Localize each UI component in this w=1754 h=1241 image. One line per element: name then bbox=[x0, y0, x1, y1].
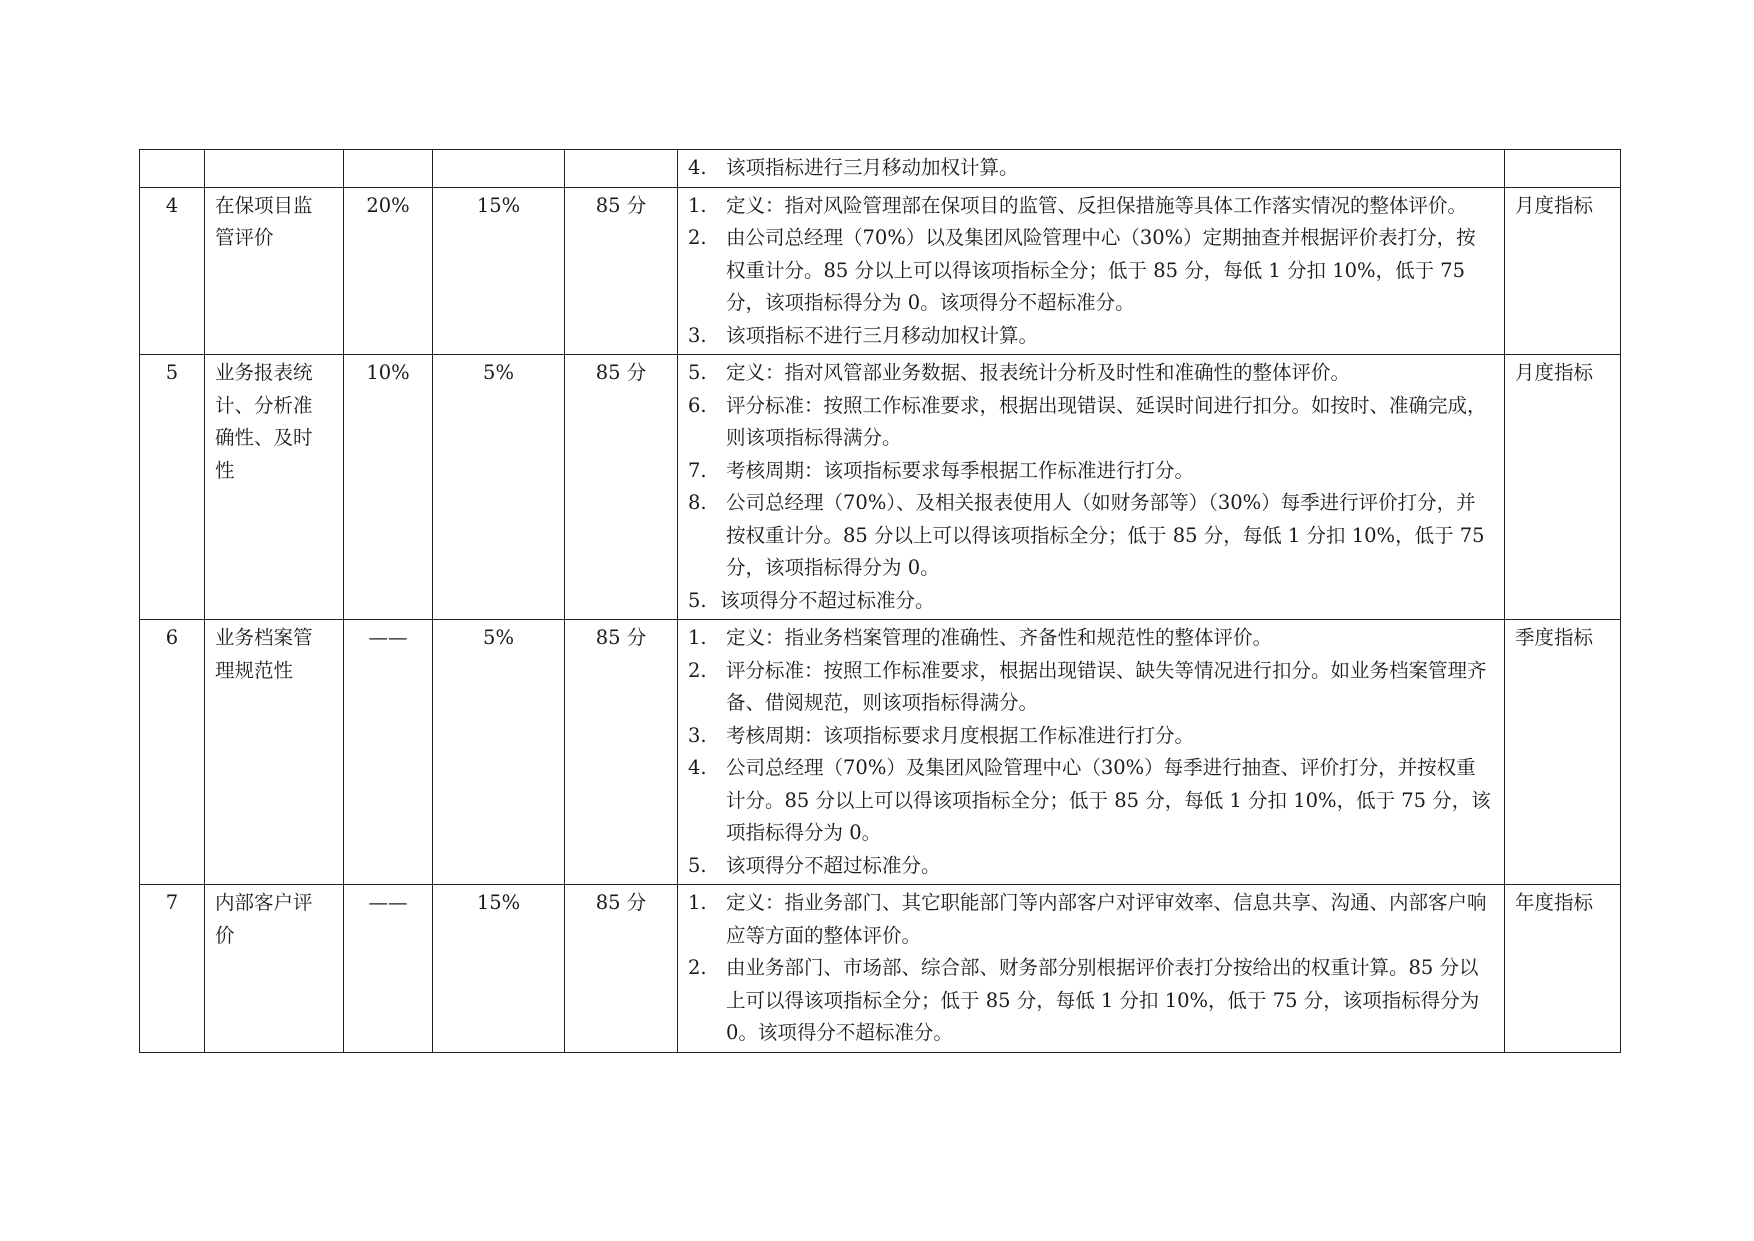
item-text: 该项指标进行三月移动加权计算。 bbox=[726, 156, 1019, 179]
cell-standard-score: 85 分 bbox=[565, 187, 678, 355]
description-item bbox=[688, 152, 1494, 185]
item-number: 5. bbox=[688, 588, 707, 612]
cell-indicator-type: 季度指标 bbox=[1505, 620, 1621, 885]
item-number: 5. bbox=[688, 361, 707, 384]
cell-description bbox=[678, 355, 1505, 620]
cell-description bbox=[678, 885, 1505, 1053]
cell-description bbox=[678, 150, 1505, 188]
indicator-name-line: 确性、及时 bbox=[215, 426, 313, 449]
item-number: 4. bbox=[688, 156, 707, 179]
cell-indicator-type bbox=[1505, 150, 1621, 188]
indicator-name-line: 计、分析准 bbox=[215, 393, 313, 417]
item-text: 考核周期：该项指标要求月度根据工作标准进行打分。 bbox=[726, 723, 1195, 747]
item-number: 2. bbox=[688, 658, 707, 682]
item-text: 定义：指业务档案管理的准确性、齐备性和规范性的整体评价。 bbox=[726, 626, 1273, 649]
description-item bbox=[688, 622, 1494, 655]
cell-indicator-type: 年度指标 bbox=[1505, 885, 1621, 1053]
description-item bbox=[688, 850, 1494, 883]
item-text: 定义：指对风管部业务数据、报表统计分析及时性和准确性的整体评价。 bbox=[726, 361, 1351, 384]
item-number: 3. bbox=[688, 723, 707, 747]
item-text: 评分标准：按照工作标准要求，根据出现错误、缺失等情况进行扣分。如业务档案管理齐备、借阅规范，则该项指标得满分。 bbox=[726, 658, 1487, 714]
item-number: 2. bbox=[688, 226, 707, 249]
cell-indicator-type: 月度指标 bbox=[1505, 187, 1621, 355]
indicator-name-line: 管评价 bbox=[215, 226, 274, 249]
cell-weight-a: —— bbox=[344, 885, 433, 1053]
cell-indicator-name bbox=[205, 187, 344, 355]
description-item bbox=[688, 720, 1494, 753]
table-row bbox=[140, 150, 1621, 188]
kpi-table bbox=[139, 149, 1621, 1053]
cell-standard-score: 85 分 bbox=[565, 620, 678, 885]
description-item bbox=[688, 390, 1494, 455]
item-text: 公司总经理（70%）及集团风险管理中心（30%）每季进行抽查、评价打分，并按权重计分。85 分以上可以得该项指标全分；低于 85 分，每低 1 分扣 10%，低于 75 分，该项指标得分为 0。 bbox=[726, 756, 1491, 844]
description-item bbox=[688, 487, 1494, 585]
item-text: 考核周期：该项指标要求每季根据工作标准进行打分。 bbox=[726, 458, 1195, 482]
cell-description bbox=[678, 620, 1505, 885]
item-text: 该项得分不超过标准分。 bbox=[720, 588, 935, 612]
cell-weight-a: —— bbox=[344, 620, 433, 885]
cell-index: 5 bbox=[140, 355, 205, 620]
cell-weight-b: 5% bbox=[433, 355, 565, 620]
item-number: 1. bbox=[688, 891, 707, 914]
cell-index: 7 bbox=[140, 885, 205, 1053]
indicator-name-line: 性 bbox=[215, 458, 235, 482]
cell-index: 4 bbox=[140, 187, 205, 355]
cell-index bbox=[140, 150, 205, 188]
item-number: 7. bbox=[688, 458, 707, 482]
cell-indicator-name bbox=[205, 885, 344, 1053]
table-row bbox=[140, 355, 1621, 620]
item-text: 定义：指业务部门、其它职能部门等内部客户对评审效率、信息共享、沟通、内部客户响应等方面的整体评价。 bbox=[726, 891, 1487, 947]
cell-weight-a: 20% bbox=[344, 187, 433, 355]
description-item bbox=[688, 190, 1494, 223]
table-row bbox=[140, 885, 1621, 1053]
indicator-name-line: 理规范性 bbox=[215, 658, 294, 682]
indicator-name-line: 业务报表统 bbox=[215, 361, 313, 384]
description-item bbox=[688, 357, 1494, 390]
cell-standard-score bbox=[565, 150, 678, 188]
item-number: 2. bbox=[688, 956, 707, 979]
cell-weight-b: 15% bbox=[433, 885, 565, 1053]
description-item bbox=[688, 455, 1494, 488]
item-text: 该项指标不进行三月移动加权计算。 bbox=[726, 323, 1039, 347]
indicator-name-line: 价 bbox=[215, 923, 235, 947]
cell-indicator-type: 月度指标 bbox=[1505, 355, 1621, 620]
description-item bbox=[688, 887, 1494, 952]
item-text: 评分标准：按照工作标准要求，根据出现错误、延误时间进行扣分。如按时、准确完成，则该项指标得满分。 bbox=[726, 393, 1487, 449]
description-item bbox=[688, 222, 1494, 320]
description-item bbox=[688, 585, 1494, 618]
table-row bbox=[140, 187, 1621, 355]
cell-indicator-name bbox=[205, 355, 344, 620]
indicator-name-line: 在保项目监 bbox=[215, 193, 313, 217]
item-text: 由公司总经理（70%）以及集团风险管理中心（30%）定期抽查并根据评价表打分，按权重计分。85 分以上可以得该项指标全分；低于 85 分，每低 1 分扣 10%，低于 75 分，该项指标得分为 0。该项得分不超标准分。 bbox=[726, 226, 1476, 314]
description-item bbox=[688, 752, 1494, 850]
kpi-table-body bbox=[140, 150, 1621, 1053]
item-text: 公司总经理（70%）、及相关报表使用人（如财务部等）（30%）每季进行评价打分，并按权重计分。85 分以上可以得该项指标全分；低于 85 分，每低 1 分扣 10%，低于 75 分，该项指标得分为 0。 bbox=[726, 491, 1485, 579]
item-number: 1. bbox=[688, 193, 707, 217]
cell-index: 6 bbox=[140, 620, 205, 885]
cell-indicator-name bbox=[205, 150, 344, 188]
description-item bbox=[688, 320, 1494, 353]
indicator-name-line: 业务档案管 bbox=[215, 626, 313, 649]
item-number: 5. bbox=[688, 853, 707, 877]
item-number: 4. bbox=[688, 756, 707, 779]
cell-standard-score: 85 分 bbox=[565, 885, 678, 1053]
cell-standard-score: 85 分 bbox=[565, 355, 678, 620]
item-text: 该项得分不超过标准分。 bbox=[726, 853, 941, 877]
cell-weight-b: 15% bbox=[433, 187, 565, 355]
cell-weight-b: 5% bbox=[433, 620, 565, 885]
cell-weight-a: 10% bbox=[344, 355, 433, 620]
cell-weight-a bbox=[344, 150, 433, 188]
cell-weight-b bbox=[433, 150, 565, 188]
table-row bbox=[140, 620, 1621, 885]
item-number: 8. bbox=[688, 491, 707, 514]
item-number: 1. bbox=[688, 626, 707, 649]
item-number: 6. bbox=[688, 393, 707, 417]
cell-indicator-name bbox=[205, 620, 344, 885]
indicator-name-line: 内部客户评 bbox=[215, 891, 313, 914]
description-item bbox=[688, 952, 1494, 1050]
description-item bbox=[688, 655, 1494, 720]
item-text: 定义：指对风险管理部在保项目的监管、反担保措施等具体工作落实情况的整体评价。 bbox=[726, 193, 1468, 217]
cell-description bbox=[678, 187, 1505, 355]
item-number: 3. bbox=[688, 323, 707, 347]
item-text: 由业务部门、市场部、综合部、财务部分别根据评价表打分按给出的权重计算。85 分以上可以得该项指标全分；低于 85 分，每低 1 分扣 10%，低于 75 分，该项指标得分为 0。该项得分不超标准分。 bbox=[726, 956, 1480, 1044]
